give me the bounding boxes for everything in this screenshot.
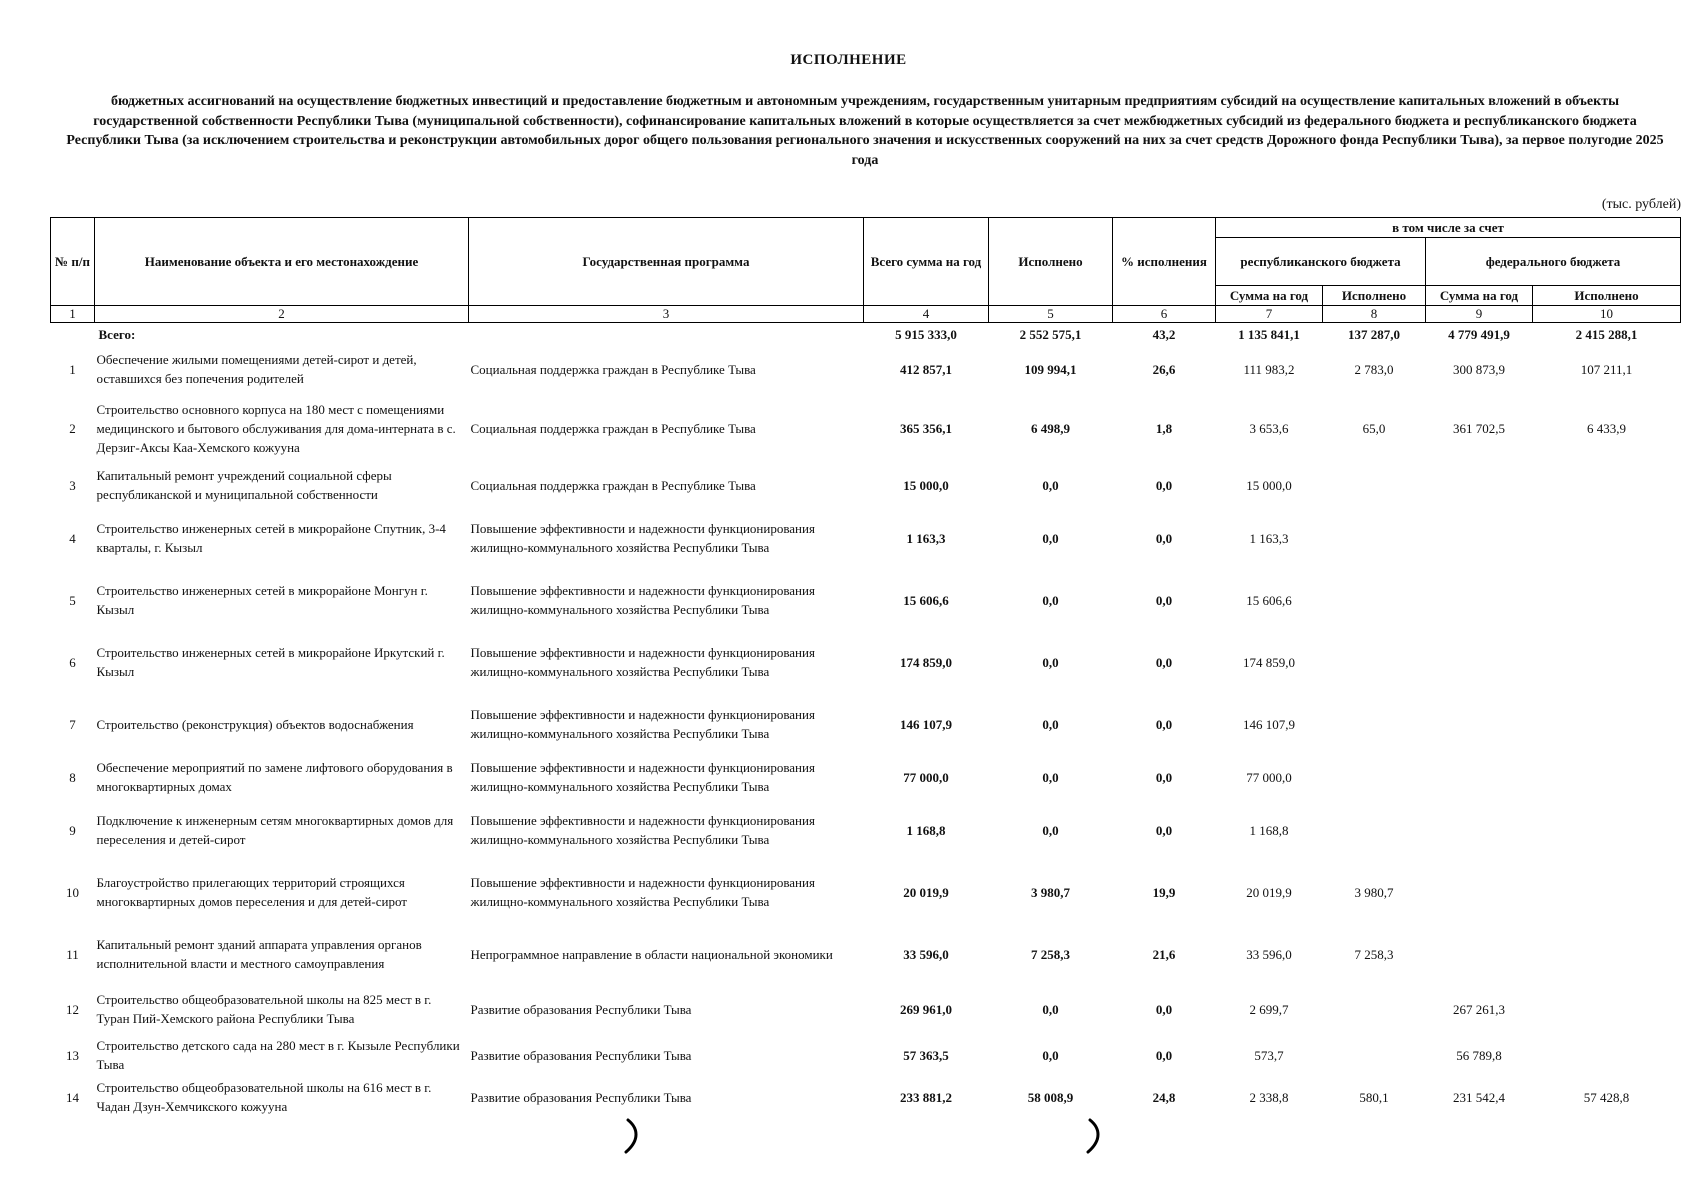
column-number: 6 bbox=[1113, 306, 1216, 323]
header-regional-budget: республиканского бюджета bbox=[1216, 238, 1426, 286]
executed-amount: 0,0 bbox=[1042, 530, 1059, 546]
header-regional-sum: Сумма на год bbox=[1216, 286, 1323, 306]
header-program: Государственная программа bbox=[469, 218, 864, 306]
regional-executed: 65,0 bbox=[1362, 420, 1386, 436]
column-number: 1 bbox=[51, 306, 95, 323]
column-number: 9 bbox=[1426, 306, 1533, 323]
federal-sum bbox=[1426, 755, 1533, 799]
object-name: Строительство детского сада на 280 мест в г. Кызыле Республики Тыва bbox=[96, 1038, 460, 1072]
year-total: 15 606,6 bbox=[903, 592, 949, 608]
regional-sum: 3 653,6 bbox=[1249, 420, 1289, 436]
execution-percent: 0,0 bbox=[1155, 477, 1173, 493]
row-number: 12 bbox=[66, 1001, 79, 1017]
regional-sum: 2 338,8 bbox=[1249, 1089, 1289, 1105]
executed-amount: 0,0 bbox=[1042, 1047, 1059, 1063]
regional-sum: 111 983,2 bbox=[1243, 361, 1295, 377]
row-number: 11 bbox=[66, 946, 79, 962]
execution-percent: 1,8 bbox=[1155, 420, 1173, 436]
document-title: ИСПОЛНЕНИЕ bbox=[790, 52, 907, 68]
total-regional-sum: 1 135 841,1 bbox=[1238, 326, 1300, 342]
row-number: 9 bbox=[69, 822, 76, 838]
regional-executed bbox=[1323, 507, 1426, 569]
header-executed: Исполнено bbox=[989, 218, 1113, 306]
federal-executed bbox=[1533, 861, 1681, 923]
table-row bbox=[51, 755, 1681, 799]
federal-executed bbox=[1533, 693, 1681, 755]
total-executed: 2 552 575,1 bbox=[1019, 326, 1082, 342]
object-name: Подключение к инженерным сетям многоквартирных домов для переселения и детей-сирот bbox=[96, 813, 454, 847]
total-row bbox=[51, 323, 1681, 346]
federal-executed bbox=[1533, 631, 1681, 693]
federal-sum: 300 873,9 bbox=[1453, 361, 1505, 377]
program-name: Социальная поддержка граждан в Республике Тыва bbox=[470, 361, 756, 377]
object-name: Строительство (реконструкция) объектов водоснабжения bbox=[96, 716, 414, 732]
federal-executed bbox=[1533, 507, 1681, 569]
executed-amount: 0,0 bbox=[1042, 654, 1059, 670]
object-name: Строительство общеобразовательной школы на 616 мест в г. Чадан Дзун-Хемчикского кожууна bbox=[96, 1080, 432, 1114]
regional-executed bbox=[1323, 799, 1426, 861]
federal-executed: 57 428,8 bbox=[1583, 1089, 1630, 1105]
table-row bbox=[51, 693, 1681, 755]
regional-sum: 1 163,3 bbox=[1249, 530, 1289, 546]
year-total: 57 363,5 bbox=[903, 1047, 949, 1063]
year-total: 20 019,9 bbox=[903, 884, 949, 900]
federal-executed bbox=[1533, 463, 1681, 507]
row-number: 2 bbox=[69, 420, 76, 436]
object-name: Капитальный ремонт зданий аппарата управления органов исполнительной власти и местного самоуправления bbox=[96, 937, 422, 971]
program-name: Повышение эффективности и надежности функционирования жилищно-коммунального хозяйства Республики Тыва bbox=[470, 813, 815, 847]
regional-executed bbox=[1323, 755, 1426, 799]
execution-percent: 19,9 bbox=[1152, 884, 1176, 900]
program-name: Социальная поддержка граждан в Республике Тыва bbox=[470, 477, 756, 493]
federal-sum bbox=[1426, 693, 1533, 755]
program-name: Развитие образования Республики Тыва bbox=[470, 1047, 692, 1063]
program-name: Повышение эффективности и надежности функционирования жилищно-коммунального хозяйства Республики Тыва bbox=[470, 760, 815, 794]
federal-executed bbox=[1533, 923, 1681, 985]
header-including: в том числе за счет bbox=[1216, 218, 1681, 238]
column-number: 7 bbox=[1216, 306, 1323, 323]
federal-executed bbox=[1533, 755, 1681, 799]
year-total: 1 163,3 bbox=[906, 530, 946, 546]
row-number: 14 bbox=[66, 1089, 79, 1105]
federal-sum: 231 542,4 bbox=[1453, 1089, 1505, 1105]
federal-executed bbox=[1533, 1033, 1681, 1077]
header-total: Всего сумма на год bbox=[864, 218, 989, 306]
federal-sum bbox=[1426, 631, 1533, 693]
executed-amount: 3 980,7 bbox=[1031, 884, 1070, 900]
object-name: Строительство инженерных сетей в микрорайоне Монгун г. Кызыл bbox=[96, 583, 428, 617]
program-name: Непрограммное направление в области национальной экономики bbox=[470, 946, 833, 962]
federal-executed: 6 433,9 bbox=[1587, 420, 1627, 436]
federal-executed bbox=[1533, 985, 1681, 1033]
object-name: Строительство инженерных сетей в микрорайоне Спутник, 3-4 кварталы, г. Кызыл bbox=[96, 521, 446, 555]
total-federal-sum: 4 779 491,9 bbox=[1448, 326, 1510, 342]
handwritten-mark bbox=[1084, 1118, 1106, 1154]
total-label: Всего: bbox=[98, 326, 136, 342]
row-number: 13 bbox=[66, 1047, 79, 1063]
object-name: Благоустройство прилегающих территорий строящихся многоквартирных домов переселения и для детей-сирот bbox=[96, 875, 407, 909]
regional-executed bbox=[1323, 1033, 1426, 1077]
table-row bbox=[51, 507, 1681, 569]
federal-executed: 107 211,1 bbox=[1580, 361, 1633, 377]
regional-sum: 573,7 bbox=[1254, 1047, 1284, 1063]
program-name: Развитие образования Республики Тыва bbox=[470, 1089, 692, 1105]
regional-executed bbox=[1323, 569, 1426, 631]
year-total: 269 961,0 bbox=[900, 1001, 952, 1017]
execution-percent: 0,0 bbox=[1155, 716, 1173, 732]
program-name: Повышение эффективности и надежности функционирования жилищно-коммунального хозяйства Республики Тыва bbox=[470, 583, 815, 617]
row-number: 1 bbox=[69, 361, 76, 377]
year-total: 412 857,1 bbox=[900, 361, 952, 377]
row-number: 4 bbox=[69, 530, 76, 546]
table-row bbox=[51, 799, 1681, 861]
execution-percent: 0,0 bbox=[1155, 654, 1173, 670]
table-row bbox=[51, 1033, 1681, 1077]
program-name: Повышение эффективности и надежности функционирования жилищно-коммунального хозяйства Республики Тыва bbox=[470, 645, 815, 679]
regional-executed bbox=[1323, 631, 1426, 693]
table-row bbox=[51, 1077, 1681, 1117]
year-total: 233 881,2 bbox=[900, 1089, 952, 1105]
executed-amount: 0,0 bbox=[1042, 592, 1059, 608]
executed-amount: 7 258,3 bbox=[1031, 946, 1070, 962]
regional-executed: 2 783,0 bbox=[1354, 361, 1394, 377]
regional-sum: 20 019,9 bbox=[1246, 884, 1292, 900]
execution-percent: 21,6 bbox=[1152, 946, 1176, 962]
regional-sum: 15 606,6 bbox=[1246, 592, 1292, 608]
total-federal-exec: 2 415 288,1 bbox=[1575, 326, 1638, 342]
object-name: Обеспечение жилыми помещениями детей-сирот и детей, оставшихся без попечения родителей bbox=[96, 352, 417, 386]
regional-executed: 7 258,3 bbox=[1354, 946, 1394, 962]
year-total: 77 000,0 bbox=[903, 769, 949, 785]
executed-amount: 0,0 bbox=[1042, 1001, 1059, 1017]
header-no: № п/п bbox=[51, 218, 95, 306]
executed-amount: 58 008,9 bbox=[1027, 1089, 1074, 1105]
year-total: 15 000,0 bbox=[903, 477, 949, 493]
year-total: 174 859,0 bbox=[900, 654, 952, 670]
federal-sum: 56 789,8 bbox=[1456, 1047, 1502, 1063]
column-number: 10 bbox=[1533, 306, 1681, 323]
table-row bbox=[51, 463, 1681, 507]
year-total: 146 107,9 bbox=[900, 716, 952, 732]
row-number: 7 bbox=[69, 716, 76, 732]
federal-sum bbox=[1426, 463, 1533, 507]
executed-amount: 6 498,9 bbox=[1031, 420, 1070, 436]
regional-sum: 77 000,0 bbox=[1246, 769, 1292, 785]
federal-sum bbox=[1426, 507, 1533, 569]
federal-sum bbox=[1426, 799, 1533, 861]
federal-sum: 267 261,3 bbox=[1453, 1001, 1505, 1017]
year-total: 1 168,8 bbox=[906, 822, 946, 838]
executed-amount: 0,0 bbox=[1042, 716, 1059, 732]
regional-sum: 174 859,0 bbox=[1243, 654, 1295, 670]
regional-executed bbox=[1323, 693, 1426, 755]
row-number: 3 bbox=[69, 477, 76, 493]
regional-sum: 1 168,8 bbox=[1249, 822, 1289, 838]
regional-executed bbox=[1323, 463, 1426, 507]
document-subtitle: бюджетных ассигнований на осуществление бюджетных инвестиций и предоставление бюджетным и автономным учреждениям, государственным унитарным предприятиям субсидий на осуществление капитальных вложений в объекты государственной собственности Республики Тыва (муниципальной собственности), софинансирование капитальных вложений в которые осуществляется за счет межбюджетных субсидий из федерального бюджета и республиканского бюджета Республики Тыва (за исключением строительства и реконструкции автомобильных дорог общего пользования регионального значения и искусственных сооружений на них за счет средств Дорожного фонда Республики Тыва), за первое полугодие 2025 года bbox=[66, 94, 1664, 168]
regional-sum: 146 107,9 bbox=[1243, 716, 1295, 732]
row-number: 6 bbox=[69, 654, 76, 670]
execution-percent: 0,0 bbox=[1155, 822, 1173, 838]
regional-sum: 33 596,0 bbox=[1246, 946, 1292, 962]
object-name: Обеспечение мероприятий по замене лифтового оборудования в многоквартирных домах bbox=[96, 760, 453, 794]
federal-sum: 361 702,5 bbox=[1453, 420, 1505, 436]
column-number: 4 bbox=[864, 306, 989, 323]
regional-executed: 3 980,7 bbox=[1354, 884, 1394, 900]
year-total: 33 596,0 bbox=[903, 946, 949, 962]
year-total: 365 356,1 bbox=[900, 420, 952, 436]
total-sum: 5 915 333,0 bbox=[895, 326, 957, 342]
federal-executed bbox=[1533, 569, 1681, 631]
table-row bbox=[51, 861, 1681, 923]
program-name: Социальная поддержка граждан в Республике Тыва bbox=[470, 420, 756, 436]
regional-executed: 580,1 bbox=[1359, 1089, 1389, 1105]
header-percent: % исполнения bbox=[1113, 218, 1216, 306]
column-number-row bbox=[51, 306, 1681, 323]
executed-amount: 109 994,1 bbox=[1024, 361, 1077, 377]
header-name: Наименование объекта и его местонахождение bbox=[95, 218, 469, 306]
regional-executed bbox=[1323, 985, 1426, 1033]
column-number: 2 bbox=[95, 306, 469, 323]
executed-amount: 0,0 bbox=[1042, 822, 1059, 838]
execution-percent: 0,0 bbox=[1155, 1047, 1173, 1063]
table-row bbox=[51, 345, 1681, 393]
execution-percent: 0,0 bbox=[1155, 530, 1173, 546]
row-number: 10 bbox=[66, 884, 79, 900]
column-number: 3 bbox=[469, 306, 864, 323]
column-number: 5 bbox=[989, 306, 1113, 323]
federal-sum bbox=[1426, 861, 1533, 923]
executed-amount: 0,0 bbox=[1042, 769, 1059, 785]
units-label: (тыс. рублей) bbox=[1601, 197, 1681, 212]
total-percent: 43,2 bbox=[1152, 326, 1176, 342]
program-name: Развитие образования Республики Тыва bbox=[470, 1001, 692, 1017]
federal-executed bbox=[1533, 799, 1681, 861]
execution-percent: 0,0 bbox=[1155, 1001, 1173, 1017]
object-name: Строительство инженерных сетей в микрорайоне Иркутский г. Кызыл bbox=[96, 645, 445, 679]
table-row bbox=[51, 569, 1681, 631]
table-row bbox=[51, 923, 1681, 985]
row-number: 5 bbox=[69, 592, 76, 608]
header-federal-budget: федерального бюджета bbox=[1426, 238, 1681, 286]
header-federal-sum: Сумма на год bbox=[1426, 286, 1533, 306]
object-name: Строительство общеобразовательной школы на 825 мест в г. Туран Пий-Хемского района Республики Тыва bbox=[96, 992, 432, 1026]
program-name: Повышение эффективности и надежности функционирования жилищно-коммунального хозяйства Республики Тыва bbox=[470, 707, 815, 741]
table-row bbox=[51, 985, 1681, 1033]
row-number: 8 bbox=[69, 769, 76, 785]
table-row bbox=[51, 393, 1681, 463]
header-regional-exec: Исполнено bbox=[1323, 286, 1426, 306]
regional-sum: 2 699,7 bbox=[1249, 1001, 1289, 1017]
handwritten-mark bbox=[622, 1118, 644, 1154]
execution-percent: 0,0 bbox=[1155, 592, 1173, 608]
execution-percent: 24,8 bbox=[1152, 1089, 1176, 1105]
total-regional-exec: 137 287,0 bbox=[1348, 326, 1400, 342]
program-name: Повышение эффективности и надежности функционирования жилищно-коммунального хозяйства Республики Тыва bbox=[470, 875, 815, 909]
object-name: Строительство основного корпуса на 180 мест с помещениями медицинского и бытового обслуживания для дома-интерната в с. Дерзиг-Аксы Каа-Хемского кожууна bbox=[96, 401, 456, 455]
column-number: 8 bbox=[1323, 306, 1426, 323]
object-name: Капитальный ремонт учреждений социальной сферы республиканской и муниципальной собственности bbox=[96, 468, 392, 502]
execution-table bbox=[50, 217, 1681, 1117]
program-name: Повышение эффективности и надежности функционирования жилищно-коммунального хозяйства Республики Тыва bbox=[470, 521, 815, 555]
execution-percent: 0,0 bbox=[1155, 769, 1173, 785]
header-federal-exec: Исполнено bbox=[1533, 286, 1681, 306]
execution-percent: 26,6 bbox=[1152, 361, 1176, 377]
table-row bbox=[51, 631, 1681, 693]
regional-sum: 15 000,0 bbox=[1246, 477, 1292, 493]
federal-sum bbox=[1426, 569, 1533, 631]
executed-amount: 0,0 bbox=[1042, 477, 1059, 493]
federal-sum bbox=[1426, 923, 1533, 985]
